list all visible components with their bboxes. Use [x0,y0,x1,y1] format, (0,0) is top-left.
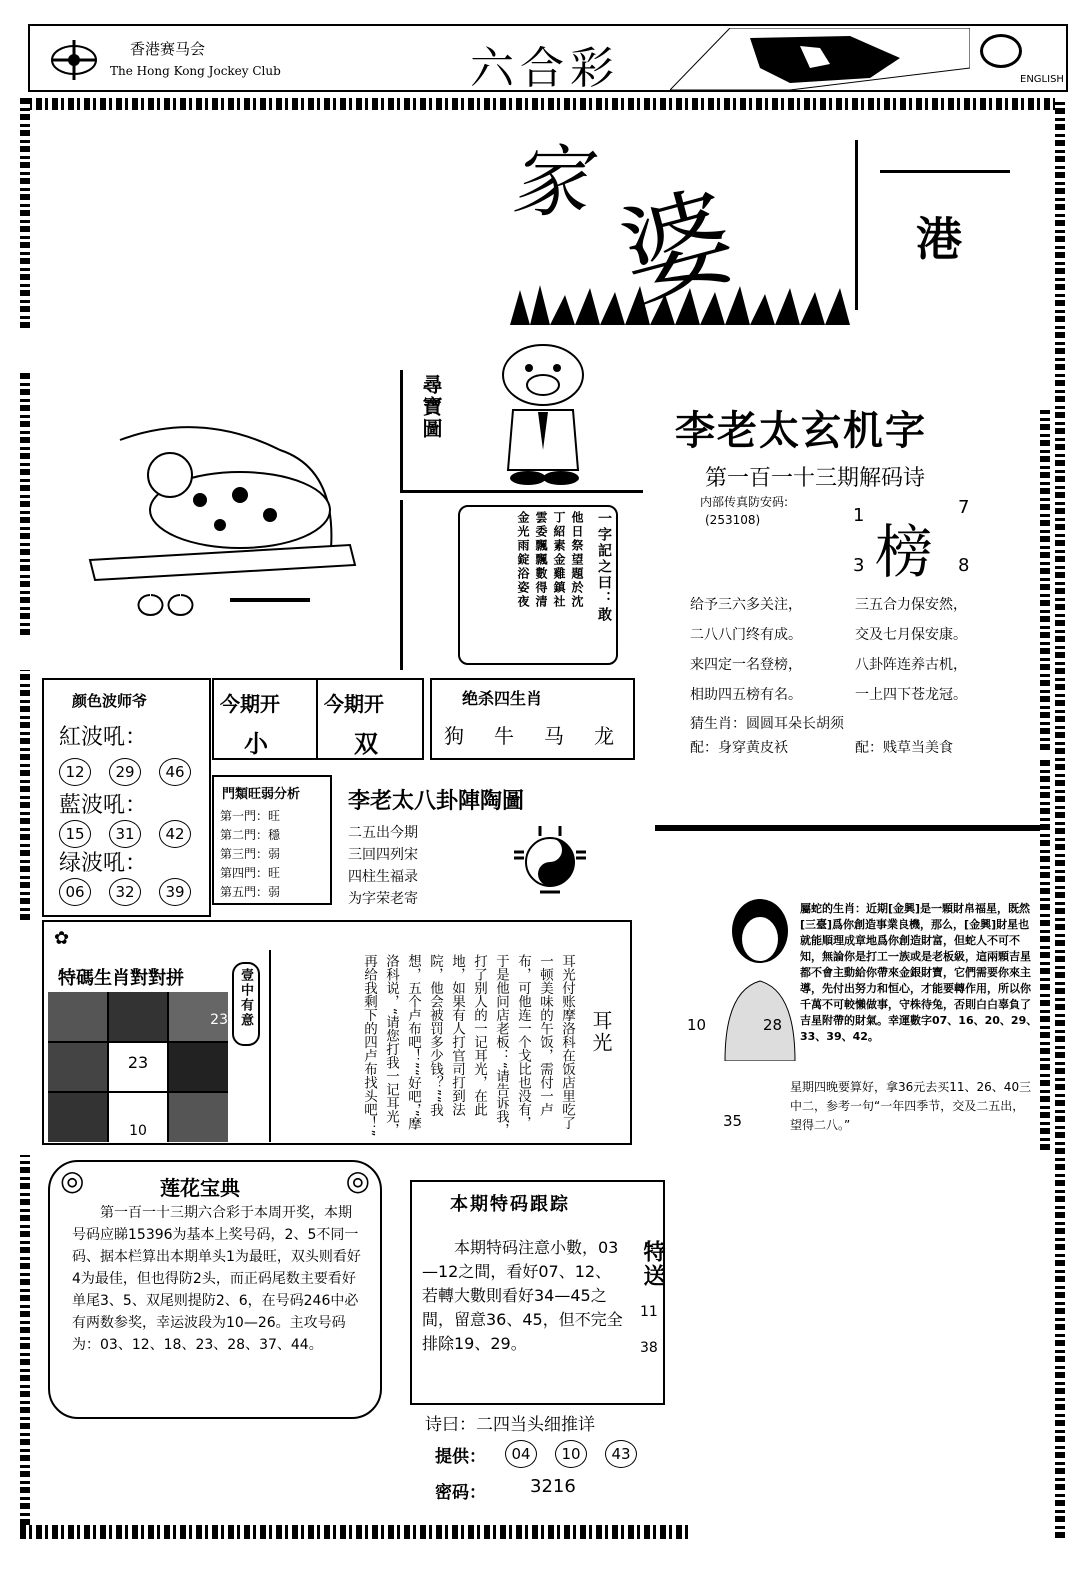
sha-item-3: 马 [544,724,564,748]
banner-side-box [880,170,1010,303]
story-side-title: 耳光 [589,1010,613,1054]
english-link[interactable]: ENGLISH [1020,74,1064,85]
duidui-panel [42,920,632,1145]
num-ball: 15 [59,820,91,848]
jockey-club-logo-icon [44,34,104,84]
duidui-grid [48,992,228,1142]
xunbao-panel [400,370,643,493]
grass-decoration-icon [510,280,850,325]
color-row-red-label: 紅波吼： [59,725,148,750]
sha-item-2: 牛 [494,724,514,748]
grid-cell: 23 [109,1043,168,1092]
qi-head-1: 今期开 [220,692,280,716]
lottery-ring-logo-icon [980,34,1022,68]
banner-arrow-line [855,140,858,310]
snake-text: 屬蛇的生肖：近期[金興]是一顆財帛福星，既然[三臺]爲你創造事業良機，那么，[金興]財星也就能順理成章地爲你創造財富，但蛇人不可不知，無論你是打工一族或是老板級，這兩顆吉星都不會主動給你帶來金銀財寶，它們需要你來主導，先付出努力和恒心，才能要轉作用，所以你千萬不可較懶做事，守株待兔，否則白白辜負了吉星附帶的財氣。幸運數字07、16、20、29、33、39、42。 [800,902,1038,1043]
org-name-en: The Hong Kong Jockey Club [110,64,281,78]
lotus-title: 莲花宝典 [160,1176,240,1200]
num-ball: 43 [605,1440,637,1468]
num-ball: 12 [59,758,91,786]
flower-icon: ✿ [54,928,70,949]
li-zodiac: 猜生肖：圆圆耳朵长胡须 [690,716,844,732]
li-big-char: 榜 [875,518,934,586]
story-box [269,950,626,1142]
li-poem-left: 给予三六多关注， 二八八门终有成。 来四定一名登榜， 相助四五榜有名。 [690,597,802,703]
track-text: 本期特码注意小數，03—12之間，看好07、12、若轉大數則看好34—45之間，留意36、45，但不完全排除19、29。 [422,1238,623,1353]
track-mima-label: 密码： [435,1483,486,1503]
num-ball: 32 [109,878,141,906]
left-chain-lower [20,670,30,920]
zi-verse-4: 金光雨錠浴姿夜 [516,511,530,609]
qi-panel [212,678,424,760]
zi-verse-1: 他日祭望題於沈 [570,511,584,609]
snake-num-28: 28 [763,1016,783,1034]
num-ball: 31 [109,820,141,848]
banner-glyph-jia: 家 [510,138,589,228]
track-provide-label: 提供： [435,1447,486,1467]
num-ball: 04 [505,1440,537,1468]
num-ball: 39 [159,878,191,906]
coin-icon: ◎ [60,1164,85,1197]
color-row-red-nums [59,758,209,786]
story-columns: 耳光付账摩洛科在饭店里吃了一顿美味的午饭，需付一卢布，可他连一个戈比也没有，于是他问店老板：“请告诉我，打了别人的一记耳光，在此地，如果有人打官司打到法院，他会被罚多少钱？”“我想，五个卢布吧！”“好吧，”摩洛科说，“请您打我一记耳光，再给我剩下的四卢布找头吧！” [361,954,575,1137]
bagua-lines: 二五出今期 三回四列宋 四柱生福录 为字荣老寄 [348,825,418,907]
zi-scroll [458,505,618,665]
qi-head-2: 今期开 [324,692,384,716]
coin-icon: ◎ [345,1164,370,1197]
woman-portrait-icon [715,891,805,1061]
li-title: 李老太玄机字 [675,408,927,454]
banner-side-char: 港 [916,212,962,266]
zi-verse-2: 丁紹素金雞鎮社 [552,511,566,609]
bagua-panel [340,778,635,913]
num-ball: 06 [59,878,91,906]
left-chain-mid [20,370,30,635]
leopard-illustration-icon [80,380,370,620]
grid-cell [169,1093,228,1142]
num-ball: 10 [555,1440,587,1468]
left-chain-bottom [20,1155,30,1525]
zi-verse-3: 雲委飄飄數得清 [534,511,548,609]
duidui-title: 特碼生肖對對拼 [58,968,184,989]
track-mima: 3216 [530,1476,576,1497]
li-num-br: 8 [958,555,970,576]
sha-panel [430,678,635,760]
color-row-green-nums [59,878,209,906]
right-chain-mid [1040,410,1050,750]
zi-scroll-panel [400,500,643,670]
grid-cell [48,1093,107,1142]
snake-num-10: 10 [687,1016,707,1034]
zi-title: 一字記之曰：敢 [596,511,612,623]
top-header [28,24,1068,92]
li-num-tr: 7 [958,497,970,518]
lottery-title: 六合彩 [470,43,620,94]
color-row-blue-label: 藍波吼： [59,793,148,818]
sha-title: 绝杀四生肖 [462,689,543,708]
li-subtitle: 第一百一十三期解码诗 [705,466,926,491]
snake-panel [655,825,1050,1071]
frame-right [1055,98,1065,1538]
color-title: 颜色波师爷 [72,692,148,710]
star-panel [695,1070,1045,1150]
frame-bottom [20,1525,690,1539]
men-panel [212,775,332,905]
banner-glyph-po: 婆 [607,171,748,324]
org-name-cn: 香港赛马会 [130,40,206,58]
track-box [410,1180,665,1405]
grid-cell [169,1043,228,1092]
li-note: 内部传真防安码: [700,495,789,509]
grid-cell [109,992,168,1041]
frame-top [20,98,1065,110]
yin-yang-icon [510,822,590,902]
track-side-num-1: 11 [640,1304,658,1320]
qi-value-2: 双 [354,730,378,758]
banner [510,110,1050,325]
color-row-blue-nums [59,820,209,848]
track-side-num-2: 38 [640,1340,658,1356]
bagua-title: 李老太八卦陣陶圖 [348,789,525,814]
qi-divider [316,680,318,758]
li-code: (253108) [705,513,761,527]
track-title: 本期特码跟踪 [450,1194,570,1215]
right-chain-lower [1040,760,1050,1150]
grid-cell: 10 [109,1093,168,1142]
sha-item-4: 龙 [594,724,614,748]
grid-cell [48,1043,107,1092]
men-row: 第一門：旺 第二門：穩 第三門：弱 第四門：旺 第五門：弱 [220,809,281,899]
num-ball: 29 [109,758,141,786]
track-poem: 诗曰：二四当头细推详 [425,1415,595,1435]
xunbao-label: 尋寶圖 [419,374,443,440]
li-pair2: 配：贱草当美食 [855,740,953,756]
track-provide-nums [505,1440,655,1468]
track-panel [410,1180,680,1510]
qi-value-1: 小 [244,730,268,758]
duidui-tag: 壹中有意 [232,962,260,1046]
men-title: 門類旺弱分析 [222,787,301,802]
frame-left [20,98,30,328]
li-panel [660,395,1050,755]
lotus-panel [48,1160,382,1419]
grid-cell [48,992,107,1041]
lotus-text: 第一百一十三期六合彩于本周开奖，本期号码应睇15396为基本上奖号码，2、5不同一码、据本栏算出本期单头1为最旺，双头则看好4为最佳，但也得防2头，而正码尾数主要看好单尾3、5、双尾则提防2、6，在号码246中必有两数参奖，幸运波段为10—26。主攻号码为：03、12、18、23、28、37、44。 [72,1205,361,1353]
star-text: 星期四晚要算好，拿36元去买11、26、40三中二，参考一句“一年四季节，交及二五出，望得二八。” [790,1080,1032,1132]
pig-mascot-icon [483,340,603,490]
li-poem-right: 三五合力保安然， 交及七月保安康。 八卦阵连养古机， 一上四下苍龙冠。 [855,597,967,703]
horse-rider-banner-icon [670,28,970,90]
li-num-bl: 3 [853,555,865,576]
sha-item-1: 狗 [444,724,464,748]
num-ball: 46 [159,758,191,786]
li-num-tl: 1 [853,505,865,526]
color-panel [42,678,211,917]
grid-cell: 23 [169,992,228,1041]
track-side: 特送 [640,1240,665,1288]
num-ball: 42 [159,820,191,848]
li-pair1: 配：身穿黄皮袄 [690,740,788,756]
color-row-green-label: 绿波吼： [59,851,148,876]
star-num: 35 [723,1112,743,1130]
